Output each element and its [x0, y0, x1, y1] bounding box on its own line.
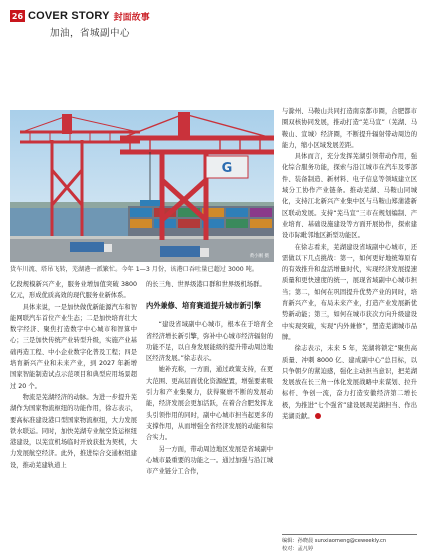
- paragraph: 在徐志看来，芜湖建设省域副中心城市，还需做以下几点挑战：第一，如何更好地统筹原有的有效推升和盘活增量时代，实现经济发展提速质量和更快速度的统一，展现省域副中心城市担当；第二，如何在巩固提升优势产业的同时，培育新兴产业，布局未来产业，打造产业发展新优势新动能；第三，如何在城市获次方向升级建设中实现突破，实现“内外兼修”，塑造芜湖城市品牌。: [282, 243, 417, 341]
- end-mark-icon: [315, 413, 321, 419]
- article-subtitle: 加油，省城副中心: [50, 28, 131, 39]
- paragraph: 另一方面，带动周边地区发展是省域副中心城市最重要的功能之一。通过加强与沿江城市产业链分工合作，: [146, 445, 273, 476]
- paragraph-text: 徐志表示，未来 5 年，芜湖将锁定“聚焦高质量、冲刺 8000 亿、建成副中心”总目标，以只争朝夕的紧迫感，强化主动担当意识，把芜湖发展放在长三角一体化发展战略中来谋划、拉升标杆、争创一流，奋力打造安徽经济第二增长极，为推进“七个强省”建设展现芜湖担当、作出芜湖贡献。: [282, 345, 417, 421]
- editor-credits: [282, 534, 417, 553]
- paragraph: 物流是芜湖经济的动脉。为进一步提升芜湖作为国家物流枢纽的功能作用，徐志表示，要高标准建设港口型国家物流枢纽，大力发展铁水联运。同时，加快芜湖专业航空货运枢纽港建设，以芜宣机场临时开放获批为契机，大力发展航空经济。此外，推进综合交通枢纽建设，推动芜建轨道上: [10, 393, 137, 469]
- section-title-cn: 封面故事: [113, 12, 150, 23]
- paragraph: 与滁州、马鞍山共同打造南京都市圈，合肥都市圈双核协同发展，推动打造“芜马宣”（芜湖、马鞍山、宣城）经济圈，不断提升辐射带动周边的能力，缩小区域发展差距。: [282, 108, 417, 149]
- paragraph: 她补充称，一方面，通过政策支持，在更大范围、更高层面优化资源配置，增强要素吸引力和产业集聚力，获得聚磨不断的发展动能，经济发展会更加活跃，在着合合肥发挥龙头引领作用的同时，副中心城市担当起更多的支撑作用，从而增强全省经济发展的动能和综合实力。: [146, 366, 273, 442]
- port-photo: [10, 110, 274, 262]
- paragraph: 具体而言，充分发挥芜湖引领带动作用，强化综合服务功能，探索与沿江城市在汽车及零部件、装备制造、新材料、电子信息等领域建立区域分工协作产业链条。推动芜湖、马鞍山同城化，支持江北新兴产业集中区与马鞍山郑蒲港新区联动发展。支持“芜马宣”三市在规划编制、产业培育、基础设施建设等方面开展协作，探索建设市际毗邻地区新型功能区。: [282, 153, 417, 240]
- port-illustration: [10, 110, 274, 262]
- editor-line: 编辑：孙晓晨 sunxiaomeng@ceweekly.cn: [282, 538, 387, 544]
- paragraph: “建设省域副中心城市，根本在于培育全省经济增长新引擎，弥补中心城市经济辐射的功能不足，以自身发展能级的提升带动周边地区经济发展。”徐志表示。: [146, 321, 273, 363]
- paragraph: 的长三角、世界级港口群和世界级机场群。: [146, 281, 266, 288]
- section-title-en: COVER STORY: [28, 10, 110, 22]
- photo-credit: 黄小刚 摄: [249, 254, 269, 259]
- paragraph: 具体来说，一是加快做优新能源汽车和智能网联汽车首位产业生态；二是加快培育壮大数字经济、聚焦打造数字中心城市和智算中心；三是加快传统产业转型升级，实施产业基础再造工程、中小企业数字化普及工程；四是培育新兴产业和未来产业，到 2027 年新增国家智能制造试点示范项目和典型应用场景超过 20 个。: [10, 303, 137, 390]
- paragraph-final: [282, 343, 417, 422]
- proofreader-line: 校对：孟凡婷: [282, 546, 314, 552]
- text-column-2: [146, 270, 273, 477]
- text-column-3: [282, 106, 417, 422]
- paragraph: 亿段规模新兴产业，服务业增加值突破 3800 亿元，形成优质高效的现代服务业新体系。: [10, 281, 137, 300]
- svg-text:G: G: [221, 161, 233, 176]
- section-heading: 内外兼修、培育赛道提升城市新引擎: [146, 301, 262, 311]
- page-number: 26: [11, 11, 24, 21]
- page-header: [10, 9, 150, 23]
- photo-caption: 货车川流、塔吊飞转，芜湖港一派繁忙。今年 1—3 月份，该港口吞吐量已超过 3000 吨。: [10, 266, 259, 273]
- text-column-1: [10, 270, 137, 471]
